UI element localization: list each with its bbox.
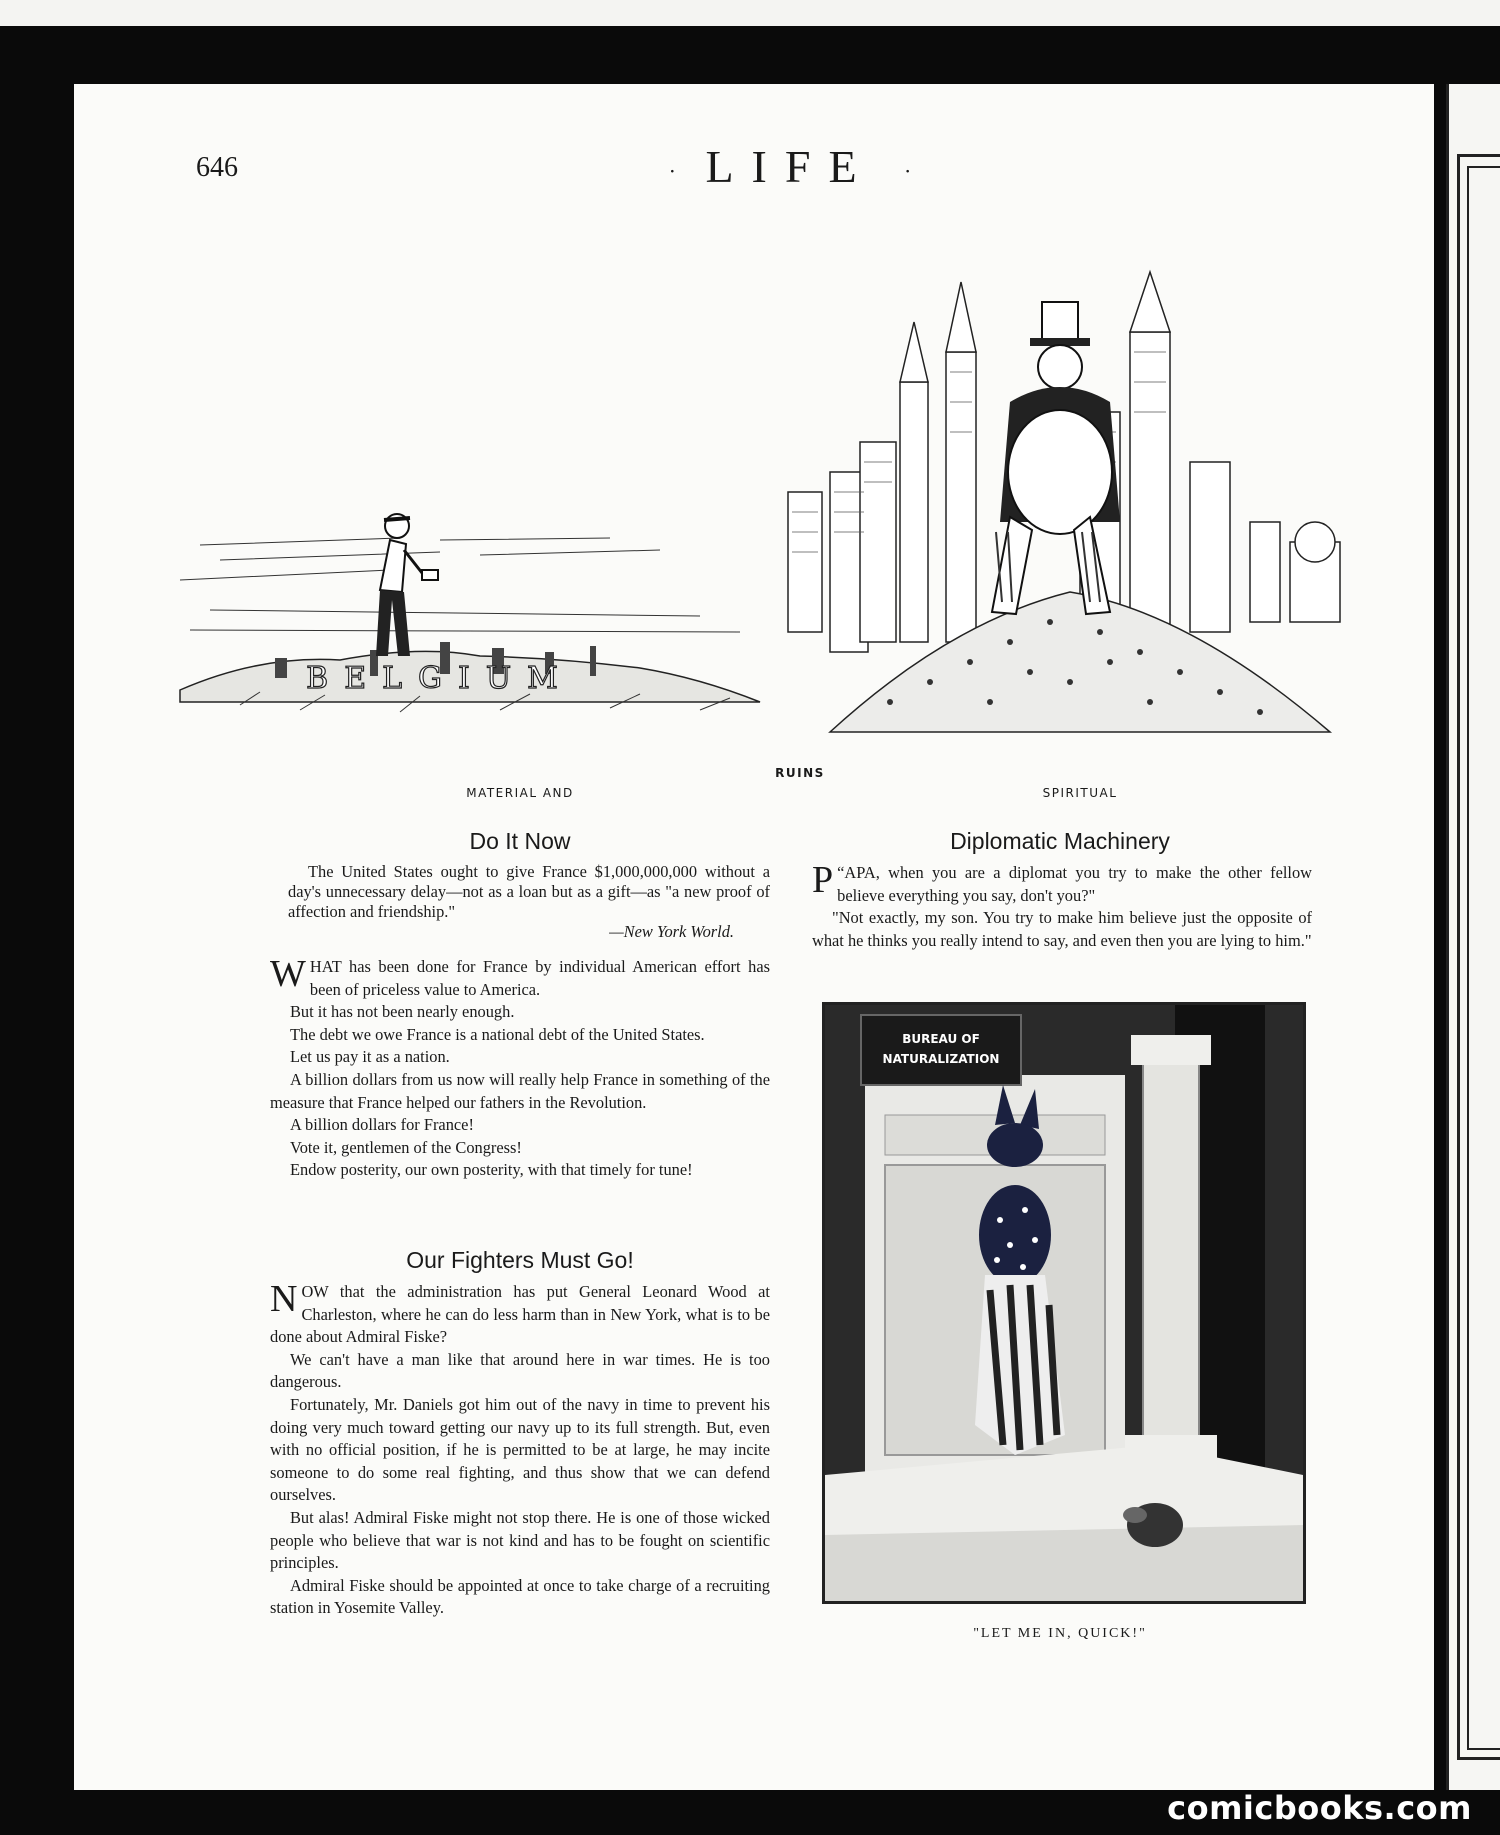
cartoon-caption: "LET ME IN, QUICK!" <box>973 1626 1147 1641</box>
paragraph: But alas! Admiral Fiske might not stop there. He is one of those wicked people who believe that war is not kind and has to be fought on scientific principles. <box>270 1507 770 1573</box>
dropcap: W <box>270 953 306 995</box>
article-title-our-fighters: Our Fighters Must Go! <box>406 1247 634 1273</box>
caption-spiritual: SPIRITUAL <box>1042 786 1118 800</box>
epigraph-text: The United States ought to give France $1,000,000,000 without a day's unnecessary delay—not as a loan but as a gift—as "a new proof of affection and friendship." <box>288 862 770 921</box>
border-frame-inner <box>1467 166 1500 1750</box>
paragraph-text: HAT has been done for France by individual American effort has been of priceless value to America. <box>309 957 770 999</box>
paragraph <box>812 859 1312 907</box>
sign-line-2: NATURALIZATION <box>882 1052 1000 1066</box>
paragraph: Fortunately, Mr. Daniels got him out of the navy in time to prevent his doing very much toward getting our navy up to its full strength. But, even with no official position, if he is permitted to be at large, he may incite someone to do some real fighting, and thus show that we can defend ourselves. <box>270 1394 770 1505</box>
paragraph-text: APA, when you are a diplomat you try to make the other fellow believe everything you say, don't you?" <box>837 863 1312 905</box>
cartoon-artwork <box>825 1005 1303 1601</box>
page-number: 646 <box>196 152 238 183</box>
cartoon-let-me-in <box>822 1002 1306 1604</box>
worker-figure <box>376 514 438 656</box>
uncle-sam-skyline-illustration <box>770 262 1370 762</box>
paragraph: A billion dollars for France! <box>290 1115 474 1135</box>
open-quote: “ <box>837 863 845 882</box>
paragraph <box>270 953 770 1001</box>
epigraph-source: —New York World. <box>609 922 734 941</box>
paragraph: We can't have a man like that around here in war times. He is too dangerous. <box>270 1349 770 1392</box>
paragraph: Vote it, gentlemen of the Congress! <box>290 1137 522 1157</box>
paragraph: Admiral Fiske should be appointed at once to take charge of a recruiting station in Yosemite Valley. <box>270 1575 770 1618</box>
paragraph: "Not exactly, my son. You try to make him believe just the opposite of what he thinks you really intend to say, and even then you are lying to him." <box>812 908 1312 950</box>
dropcap: P <box>812 859 834 901</box>
article-do-it-now <box>270 862 770 1182</box>
caption-ruins: RUINS <box>775 766 825 780</box>
masthead-title: LIFE <box>705 141 875 192</box>
masthead-dot-right: · <box>904 158 912 184</box>
watermark: comicbooks.com <box>1167 1789 1472 1827</box>
article-diplomatic-machinery <box>812 859 1312 952</box>
masthead <box>560 140 1020 193</box>
paragraph: Endow posterity, our own posterity, with that timely for tune! <box>290 1160 693 1180</box>
dropcap: N <box>270 1278 298 1320</box>
belgium-label: BELGIUM <box>306 661 574 696</box>
paragraph: The debt we owe France is a national debt of the United States. <box>290 1024 705 1044</box>
belgium-ruins-illustration <box>140 420 780 750</box>
paragraph: A billion dollars from us now will really help France in something of the measure that France helped our fathers in the Revolution. <box>270 1069 770 1112</box>
uncle-sam-figure <box>992 302 1120 614</box>
article-title-diplomatic-machinery: Diplomatic Machinery <box>950 828 1170 854</box>
sign-line-1: BUREAU OF <box>902 1032 980 1046</box>
masthead-dot-left: · <box>668 158 676 184</box>
paragraph: Let us pay it as a nation. <box>290 1047 450 1067</box>
paragraph-text: OW that the administration has put General Leonard Wood at Charleston, where he can do less harm than in New York, what is to be done about Admiral Fiske? <box>270 1282 770 1347</box>
article-our-fighters <box>270 1278 770 1620</box>
adjacent-page-edge <box>1446 84 1500 1790</box>
adjacent-page-strip <box>0 0 1500 36</box>
article-title-do-it-now: Do It Now <box>469 828 571 854</box>
caption-material: MATERIAL AND <box>466 786 574 800</box>
paragraph <box>270 1278 770 1349</box>
paragraph: But it has not been nearly enough. <box>290 1002 515 1022</box>
epigraph <box>270 862 770 942</box>
